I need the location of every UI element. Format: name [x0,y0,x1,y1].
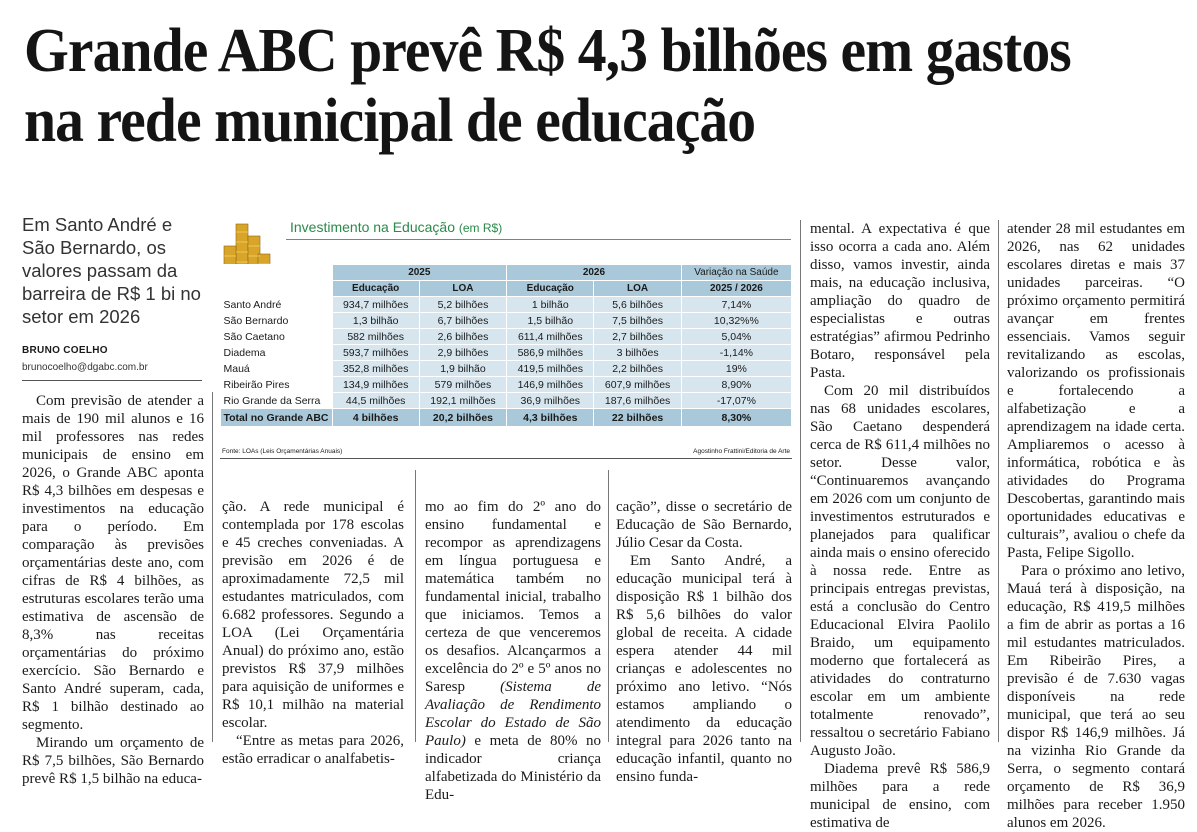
table-cell: 3 bilhões [594,345,681,361]
table-cell: 1 bilhão [507,297,594,313]
table-cell: São Caetano [221,329,333,345]
group-variacao: Variação na Saúde [681,265,791,281]
table-group-header [221,265,792,281]
table-cell: Rio Grande da Serra [221,393,333,409]
table-row [221,313,792,329]
table-row [221,393,792,409]
table-cell: 352,8 milhões [332,361,419,377]
table-cell: 1,9 bilhão [419,361,506,377]
column-divider [998,220,999,742]
paragraph [425,498,601,804]
column-divider [415,470,416,742]
chart-source: Fonte: LOAs (Leis Orçamentárias Anuais) [222,448,343,455]
table-row [221,329,792,345]
paragraph: cação”, disse o secretário de Educação de São Bernardo, Júlio Cesar da Costa. [616,499,792,551]
table-cell: 7,14% [681,297,791,313]
author-email: brunocoelho@dgabc.com.br [22,362,148,373]
paragraph: atender 28 mil estudantes em 2026, nas 62 unidades escolares diretas e mais 37 unidades parceiras. “O próximo orçamento permitirá avançar em frentes essenciais. Vamos seguir revitalizando as escolas, valorizando os profissionais e fortalecendo a alfabetização e a aprendizagem na idade certa. Ampliaremos o acesso à informática, robótica e às atividades do Programa Descobertas, garantindo mais oportunidades educativas e culturais”, avaliou o chefe da Pasta, Felipe Sigollo. [1007,221,1185,561]
table-cell: 22 bilhões [594,409,681,427]
table-cell: 44,5 milhões [332,393,419,409]
table-cell: -1,14% [681,345,791,361]
table-cell: 5,04% [681,329,791,345]
col-loa-2025: LOA [419,281,506,297]
table-cell: -17,07% [681,393,791,409]
article-column-2 [222,498,404,768]
table-cell: 5,6 bilhões [594,297,681,313]
article-column-4 [616,498,792,786]
article-column-6 [1007,220,1185,832]
table-cell: Diadema [221,345,333,361]
table-cell: 134,9 milhões [332,377,419,393]
chart-bottom-rule [220,458,792,459]
article-column-1 [22,392,204,788]
paragraph: Com 20 mil distribuídos nas 68 unidades escolares, São Caetano despenderá cerca de R$ 611,4 milhões no setor. Desse valor, “Continuaremos avançando em 2026 com um conjunto de investimentos estruturados e planejados para qualificar ainda mais o ensino oferecido à nossa rede. Entre as principais entregas previstas, está a conclusão do Centro Educacional Elvira Paolilo Braido, um equipamento moderno que fortalecerá as atividades do contraturno escolar em um ambiente totalmente renovado”, ressaltou o secretário Fabiano Augusto João. [810,383,990,759]
table-total-row [221,409,792,427]
table-cell: 419,5 milhões [507,361,594,377]
column-divider [608,470,609,742]
chart-title-rule [286,239,791,240]
table-row [221,377,792,393]
table-cell: 10,32%% [681,313,791,329]
table-cell: 8,90% [681,377,791,393]
table-cell: 36,9 milhões [507,393,594,409]
paragraph-text: mo ao fim do 2º ano do ensino fundamental e recompor as aprendizagens em língua portuguesa e matemática também no fundamental inicial, trabalho que iniciamos. Temos a certeza de que venceremos os desafios. Alcançarmos a excelência do 2º e 5º anos no Saresp [425,499,601,695]
subhead: Em Santo André e São Bernardo, os valores passam da barreira de R$ 1 bi no setor em 2026 [22,214,201,327]
table-cell: Santo André [221,297,333,313]
table-cell: São Bernardo [221,313,333,329]
group-2026: 2026 [507,265,682,281]
paragraph: Com previsão de atender a mais de 190 mil alunos e 16 mil professores nas redes municipais de ensino em 2026, o Grande ABC aponta R$ 4,3 bilhões em despesas e investimentos na educação para o período. Em comparação às previsões orçamentárias deste ano, com cifras de R$ 4 bilhões, as estruturas escolares terão uma estimativa de ascensão de 8,3% nas receitas orçamentárias do próximo exercício. São Bernardo e Santo André superam, cada, R$ 1 bilhão destinado ao segmento. [22,393,204,733]
chart-title-unit: (em R$) [458,221,503,235]
paragraph: Para o próximo ano letivo, Mauá terá à disposição, na educação, R$ 419,5 milhões a fim de abrir as portas a 16 mil estudantes matriculados. Em Ribeirão Pires, a previsão é de 7.630 vagas disponíveis na rede municipal, que terá ao seu dispor R$ 146,9 milhões. Já na vizinha Rio Grande da Serra, o segmento contará orçamento de R$ 36,9 milhões para receber 1.950 alunos em 2026. [1007,563,1185,831]
table-cell: 2,7 bilhões [594,329,681,345]
table-cell: 8,30% [681,409,791,427]
paragraph: “Entre as metas para 2026, estão erradicar o analfabetis- [222,733,404,767]
table-corner [221,265,333,281]
paragraph: Diadema prevê R$ 586,9 milhões para a rede municipal de ensino, com estimativa de [810,761,990,831]
table-cell: 579 milhões [419,377,506,393]
table-cell: Ribeirão Pires [221,377,333,393]
table-cell: 2,2 bilhões [594,361,681,377]
table-corner [221,281,333,297]
table-cell: 582 milhões [332,329,419,345]
paragraph: ção. A rede municipal é contemplada por 178 escolas e 45 creches conveniadas. A previsão em 2026 é de aproximadamente 72,5 mil estudantes matriculados, com 6.682 professores. Segundo a LOA (Lei Orçamentária Anual) do próximo ano, estão previstos R$ 37,9 milhões para aquisição de uniformes e R$ 10,1 milhão na material escolar. [222,499,404,731]
table-row [221,361,792,377]
table-cell: 586,9 milhões [507,345,594,361]
col-variacao: 2025 / 2026 [681,281,791,297]
col-educacao-2025: Educação [332,281,419,297]
table-cell: 607,9 milhões [594,377,681,393]
table-cell: 1,3 bilhão [332,313,419,329]
chart-credit: Agostinho Frattini/Editoria de Arte [693,448,790,455]
paragraph-text: e meta de 80% no indicador criança alfabetizada do Ministério da Edu- [425,733,601,803]
table-cell: 20,2 bilhões [419,409,506,427]
table-cell: 7,5 bilhões [594,313,681,329]
saresp-definition: (Sistema de Avaliação de Rendimento Escolar do Estado de São Paulo) [425,679,601,749]
column-divider [212,392,213,742]
article-column-5 [810,220,990,832]
table-column-header [221,281,792,297]
table-cell: 4,3 bilhões [507,409,594,427]
table-cell: Mauá [221,361,333,377]
table-row [221,345,792,361]
table-cell: 192,1 milhões [419,393,506,409]
table-cell: 187,6 milhões [594,393,681,409]
table-cell: 611,4 milhões [507,329,594,345]
group-2025: 2025 [332,265,507,281]
paragraph: mental. A expectativa é que isso ocorra a cada ano. Além disso, vamos investir, ainda mais, na educação inclusiva, ampliação do quadro de especialistas e outras estratégias” afirmou Pedrinho Botaro, responsável pela Pasta. [810,221,990,381]
table-cell: 593,7 milhões [332,345,419,361]
table-cell: 4 bilhões [332,409,419,427]
byline: BRUNO COELHO [22,345,108,356]
table-cell: 1,5 bilhão [507,313,594,329]
table-cell: Total no Grande ABC [221,409,333,427]
article-column-3 [425,498,601,804]
table-cell: 2,6 bilhões [419,329,506,345]
investment-table [220,264,792,427]
paragraph: Mirando um orçamento de R$ 7,5 bilhões, São Bernardo prevê R$ 1,5 bilhão na educa- [22,735,204,787]
col-educacao-2026: Educação [507,281,594,297]
column-divider [800,220,801,742]
chart-title [290,219,502,235]
headline: Grande ABC prevê R$ 4,3 bilhões em gastos na rede municipal de educação [24,17,1071,155]
table-cell: 2,9 bilhões [419,345,506,361]
table-cell: 934,7 milhões [332,297,419,313]
col-loa-2026: LOA [594,281,681,297]
table-cell: 146,9 milhões [507,377,594,393]
table-row [221,297,792,313]
table-cell: 6,7 bilhões [419,313,506,329]
table-cell: 5,2 bilhões [419,297,506,313]
paragraph: Em Santo André, a educação municipal terá à disposição R$ 1 bilhão dos R$ 5,6 bilhões do valor global de receita. A cidade espera atender 44 mil crianças e adolescentes no próximo ano letivo. “Nós estamos ampliando o atendimento da educação integral para 2026 tanto na educação infantil, quanto no ensino funda- [616,553,792,785]
byline-rule [22,380,202,381]
chart-title-text: Investimento na Educação [290,219,455,235]
table-cell: 19% [681,361,791,377]
